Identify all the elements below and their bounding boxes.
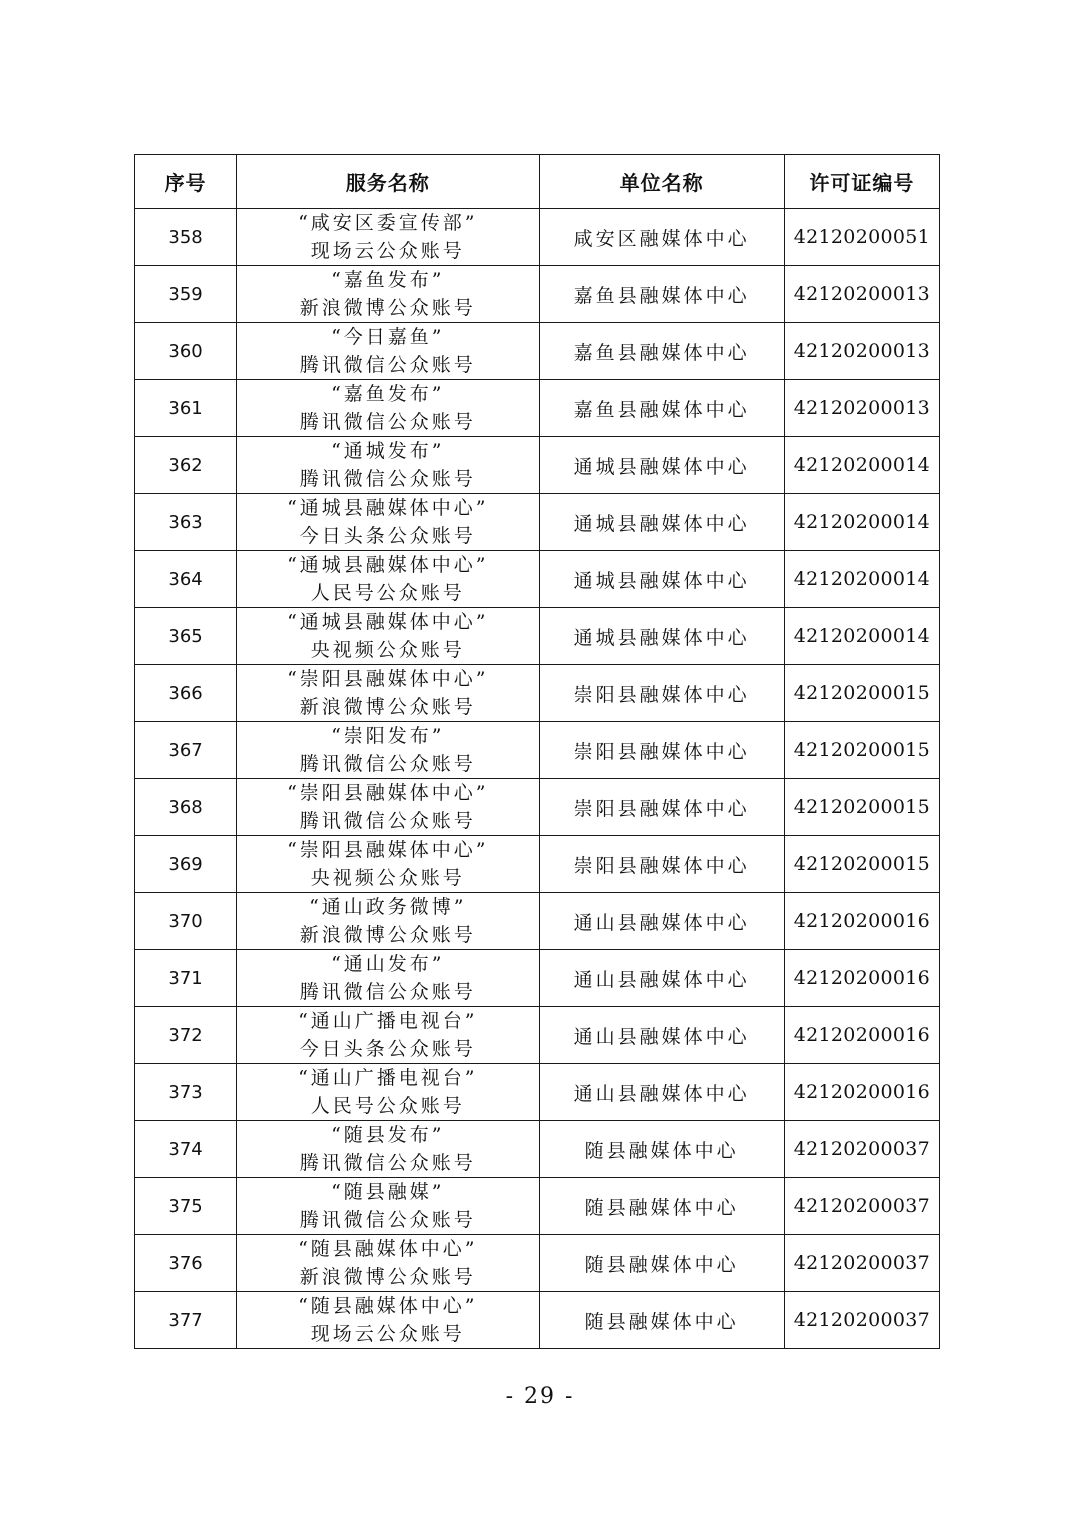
table-row — [135, 551, 940, 608]
account-name: “崇阳县融媒体中心” — [287, 839, 489, 861]
table-row — [135, 266, 940, 323]
serial-number-cell: 360 — [135, 323, 237, 380]
table-row — [135, 665, 940, 722]
serial-number-cell: 376 — [135, 1235, 237, 1292]
table-row — [135, 779, 940, 836]
table-row — [135, 323, 940, 380]
license-number-cell: 42120200037 — [784, 1178, 939, 1235]
account-platform: 新浪微博公众账号 — [299, 297, 476, 319]
account-platform: 人民号公众账号 — [310, 582, 465, 604]
account-platform: 今日头条公众账号 — [299, 525, 476, 547]
service-name-cell — [237, 380, 539, 437]
table-row — [135, 608, 940, 665]
service-name-cell — [237, 266, 539, 323]
account-platform: 今日头条公众账号 — [299, 1038, 476, 1060]
unit-name-cell: 嘉鱼县融媒体中心 — [539, 266, 784, 323]
account-name: “通城县融媒体中心” — [287, 554, 489, 576]
serial-number-cell: 377 — [135, 1292, 237, 1349]
unit-name-cell: 随县融媒体中心 — [539, 1292, 784, 1349]
header-serial-number: 序号 — [135, 155, 237, 209]
serial-number-cell: 358 — [135, 209, 237, 266]
table-row — [135, 1235, 940, 1292]
account-name: “崇阳县融媒体中心” — [287, 782, 489, 804]
table-body — [135, 209, 940, 1349]
account-platform: 腾讯微信公众账号 — [299, 753, 476, 775]
serial-number-cell: 359 — [135, 266, 237, 323]
account-name: “咸安区委宣传部” — [298, 212, 478, 234]
service-name-cell — [237, 1292, 539, 1349]
account-name: “随县发布” — [331, 1124, 445, 1146]
service-name-cell — [237, 1178, 539, 1235]
license-number-cell: 42120200014 — [784, 494, 939, 551]
unit-name-cell: 咸安区融媒体中心 — [539, 209, 784, 266]
account-name: “崇阳县融媒体中心” — [287, 668, 489, 690]
license-number-cell: 42120200051 — [784, 209, 939, 266]
account-platform: 人民号公众账号 — [310, 1095, 465, 1117]
account-platform: 腾讯微信公众账号 — [299, 468, 476, 490]
account-name: “通城县融媒体中心” — [287, 497, 489, 519]
service-name-cell — [237, 779, 539, 836]
serial-number-cell: 369 — [135, 836, 237, 893]
service-name-cell — [237, 950, 539, 1007]
account-name: “随县融媒体中心” — [298, 1238, 478, 1260]
service-name-cell — [237, 722, 539, 779]
license-number-cell: 42120200037 — [784, 1121, 939, 1178]
table-row — [135, 494, 940, 551]
table-row — [135, 722, 940, 779]
header-service-name: 服务名称 — [237, 155, 539, 209]
serial-number-cell: 366 — [135, 665, 237, 722]
unit-name-cell: 通城县融媒体中心 — [539, 494, 784, 551]
account-platform: 腾讯微信公众账号 — [299, 354, 476, 376]
account-platform: 现场云公众账号 — [310, 1323, 465, 1345]
service-name-cell — [237, 836, 539, 893]
unit-name-cell: 通山县融媒体中心 — [539, 1064, 784, 1121]
service-name-cell — [237, 1064, 539, 1121]
serial-number-cell: 365 — [135, 608, 237, 665]
license-number-cell: 42120200015 — [784, 722, 939, 779]
unit-name-cell: 通山县融媒体中心 — [539, 1007, 784, 1064]
account-name: “嘉鱼发布” — [331, 383, 445, 405]
service-name-cell — [237, 1007, 539, 1064]
license-number-cell: 42120200015 — [784, 779, 939, 836]
service-name-cell — [237, 1235, 539, 1292]
license-table — [134, 154, 940, 1349]
table-row — [135, 1292, 940, 1349]
serial-number-cell: 370 — [135, 893, 237, 950]
account-name: “崇阳发布” — [331, 725, 445, 747]
license-number-cell: 42120200014 — [784, 437, 939, 494]
account-name: “通山广播电视台” — [298, 1067, 478, 1089]
unit-name-cell: 随县融媒体中心 — [539, 1178, 784, 1235]
table-row — [135, 893, 940, 950]
account-name: “通山广播电视台” — [298, 1010, 478, 1032]
service-name-cell — [237, 494, 539, 551]
unit-name-cell: 随县融媒体中心 — [539, 1235, 784, 1292]
table-row — [135, 1007, 940, 1064]
service-name-cell — [237, 323, 539, 380]
license-number-cell: 42120200037 — [784, 1235, 939, 1292]
account-platform: 新浪微博公众账号 — [299, 924, 476, 946]
account-platform: 央视频公众账号 — [310, 639, 465, 661]
unit-name-cell: 通城县融媒体中心 — [539, 608, 784, 665]
license-number-cell: 42120200015 — [784, 836, 939, 893]
account-platform: 腾讯微信公众账号 — [299, 411, 476, 433]
license-number-cell: 42120200016 — [784, 950, 939, 1007]
account-platform: 腾讯微信公众账号 — [299, 1152, 476, 1174]
serial-number-cell: 373 — [135, 1064, 237, 1121]
license-number-cell: 42120200013 — [784, 266, 939, 323]
serial-number-cell: 367 — [135, 722, 237, 779]
service-name-cell — [237, 665, 539, 722]
account-platform: 腾讯微信公众账号 — [299, 810, 476, 832]
table-row — [135, 1064, 940, 1121]
service-name-cell — [237, 1121, 539, 1178]
service-name-cell — [237, 893, 539, 950]
account-name: “随县融媒体中心” — [298, 1295, 478, 1317]
account-platform: 央视频公众账号 — [310, 867, 465, 889]
serial-number-cell: 364 — [135, 551, 237, 608]
header-license-number: 许可证编号 — [784, 155, 939, 209]
license-number-cell: 42120200013 — [784, 380, 939, 437]
license-number-cell: 42120200013 — [784, 323, 939, 380]
serial-number-cell: 374 — [135, 1121, 237, 1178]
license-number-cell: 42120200016 — [784, 893, 939, 950]
unit-name-cell: 崇阳县融媒体中心 — [539, 665, 784, 722]
unit-name-cell: 通山县融媒体中心 — [539, 950, 784, 1007]
account-platform: 新浪微博公众账号 — [299, 696, 476, 718]
account-platform: 腾讯微信公众账号 — [299, 981, 476, 1003]
license-number-cell: 42120200016 — [784, 1007, 939, 1064]
table-row — [135, 437, 940, 494]
account-name: “通城发布” — [331, 440, 445, 462]
account-name: “今日嘉鱼” — [331, 326, 445, 348]
license-number-cell: 42120200014 — [784, 608, 939, 665]
account-name: “通山发布” — [331, 953, 445, 975]
table-header — [135, 155, 940, 209]
service-name-cell — [237, 437, 539, 494]
license-number-cell: 42120200016 — [784, 1064, 939, 1121]
page-number: - 29 - — [505, 1384, 575, 1409]
unit-name-cell: 通山县融媒体中心 — [539, 893, 784, 950]
serial-number-cell: 371 — [135, 950, 237, 1007]
account-platform: 新浪微博公众账号 — [299, 1266, 476, 1288]
unit-name-cell: 通城县融媒体中心 — [539, 551, 784, 608]
table-row — [135, 950, 940, 1007]
table-row — [135, 380, 940, 437]
service-name-cell — [237, 608, 539, 665]
account-name: “嘉鱼发布” — [331, 269, 445, 291]
service-name-cell — [237, 209, 539, 266]
unit-name-cell: 随县融媒体中心 — [539, 1121, 784, 1178]
unit-name-cell: 嘉鱼县融媒体中心 — [539, 380, 784, 437]
table-row — [135, 1178, 940, 1235]
account-name: “随县融媒” — [331, 1181, 445, 1203]
serial-number-cell: 362 — [135, 437, 237, 494]
table-row — [135, 1121, 940, 1178]
unit-name-cell: 崇阳县融媒体中心 — [539, 722, 784, 779]
unit-name-cell: 崇阳县融媒体中心 — [539, 836, 784, 893]
header-unit-name: 单位名称 — [539, 155, 784, 209]
license-number-cell: 42120200037 — [784, 1292, 939, 1349]
account-platform: 腾讯微信公众账号 — [299, 1209, 476, 1231]
header-row — [135, 155, 940, 209]
unit-name-cell: 通城县融媒体中心 — [539, 437, 784, 494]
serial-number-cell: 375 — [135, 1178, 237, 1235]
serial-number-cell: 372 — [135, 1007, 237, 1064]
serial-number-cell: 363 — [135, 494, 237, 551]
account-name: “通山政务微博” — [309, 896, 467, 918]
unit-name-cell: 嘉鱼县融媒体中心 — [539, 323, 784, 380]
table-row — [135, 209, 940, 266]
service-name-cell — [237, 551, 539, 608]
account-name: “通城县融媒体中心” — [287, 611, 489, 633]
serial-number-cell: 368 — [135, 779, 237, 836]
license-number-cell: 42120200015 — [784, 665, 939, 722]
unit-name-cell: 崇阳县融媒体中心 — [539, 779, 784, 836]
license-number-cell: 42120200014 — [784, 551, 939, 608]
serial-number-cell: 361 — [135, 380, 237, 437]
account-platform: 现场云公众账号 — [310, 240, 465, 262]
table-row — [135, 836, 940, 893]
